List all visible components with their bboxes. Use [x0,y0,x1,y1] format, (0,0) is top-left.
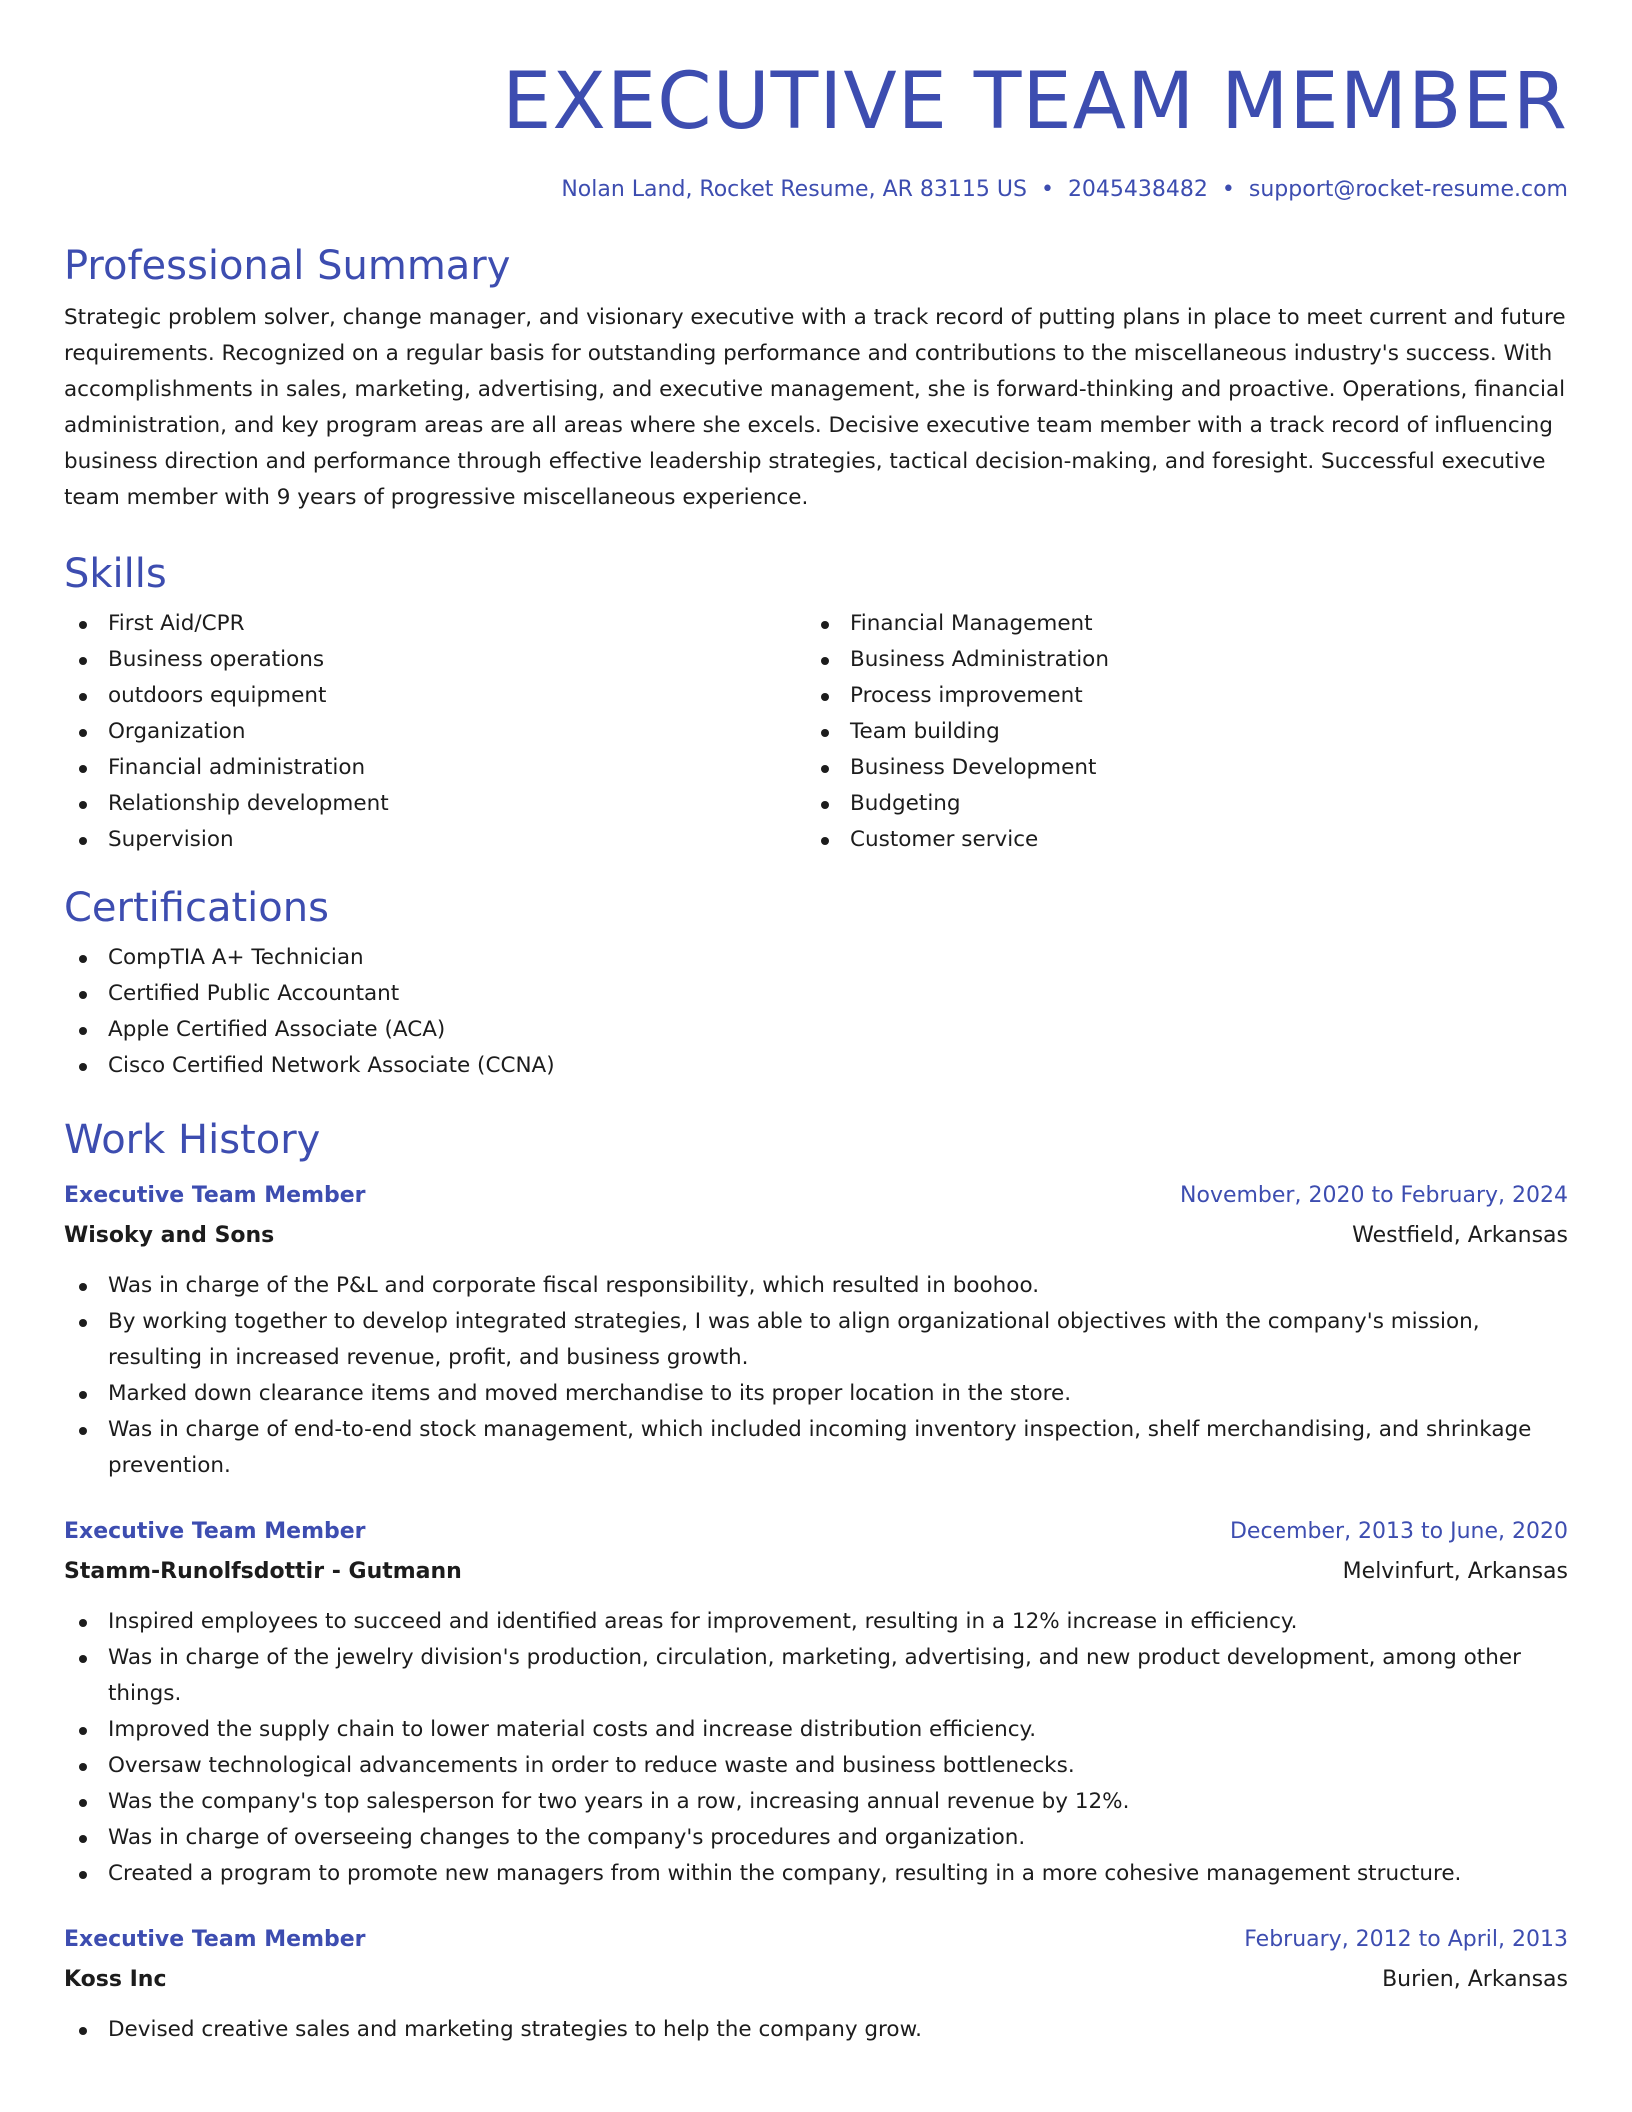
contact-phone[interactable]: 2045438482 [1067,177,1208,202]
certifications-heading: Certifications [64,885,329,931]
summary-text: Strategic problem solver, change manager, and visionary executive with a track record of putting plans in place to meet current and future requirements. Recognized on a regular basis for outstanding performance and contributions to the miscellaneous industry's success. With accomplishments in sales, marketing, advertising, and executive management, she is forward-thinking and proactive. Operations, financial administration, and key program areas are all areas where she excels. Decisive executive team member with a track record of influencing business direction and performance through effective leadership strategies, tactical decision-making, and foresight. Successful executive team member with 9 years of progressive miscellaneous experience. [64,305,1566,510]
job-bullet: Inspired employees to succeed and identified areas for improvement, resulting in a 12% increase in efficiency. [64,1604,1568,1640]
certifications-list [64,940,1568,1084]
job-bullet: Devised creative sales and marketing strategies to help the company grow. [64,2012,1568,2048]
job-bullets [64,1604,1568,1892]
job-bullet: Improved the supply chain to lower material costs and increase distribution efficiency. [64,1712,1568,1748]
certification-item: Certified Public Accountant [64,976,1568,1012]
skills-left-list [64,606,806,858]
contact-separator: • [1040,177,1054,202]
skills-right-list [806,606,1548,858]
skill-item: Business Administration [806,642,1548,678]
skills-grid [64,606,1568,858]
job-title: Executive Team Member [64,1519,366,1544]
skill-item: First Aid/CPR [64,606,806,642]
resume-page [64,0,1568,2048]
contact-separator: • [1221,177,1235,202]
job-bullet: Was in charge of the jewelry division's production, circulation, marketing, advertising, and new product development, among other things. [64,1640,1568,1712]
job-location: Burien, Arkansas [1382,1967,1568,1992]
skill-item: Budgeting [806,786,1548,822]
job-location: Westfield, Arkansas [1352,1223,1568,1248]
summary-heading: Professional Summary [64,243,511,289]
skills-section [64,548,1568,858]
job-entry [64,1178,1568,1484]
work-history-section [64,1114,1568,2048]
job-bullet: By working together to develop integrated strategies, I was able to align organizational objectives with the company's mission, resulting in increased revenue, profit, and business growth. [64,1304,1568,1376]
job-bullet: Was in charge of overseeing changes to the company's procedures and organization. [64,1820,1568,1856]
work-history-heading: Work History [64,1117,321,1163]
job-bullet: Oversaw technological advancements in order to reduce waste and business bottlenecks. [64,1748,1568,1784]
skill-item: Financial Management [806,606,1548,642]
job-company: Stamm-Runolfsdottir - Gutmann [64,1559,462,1584]
job-bullet: Was in charge of the P&L and corporate fiscal responsibility, which resulted in boohoo. [64,1268,1568,1304]
certification-item: Cisco Certified Network Associate (CCNA) [64,1048,1568,1084]
skill-item: Business Development [806,750,1548,786]
skill-item: Relationship development [64,786,806,822]
job-company: Koss Inc [64,1967,167,1992]
summary-section [64,240,1568,516]
skill-item: Customer service [806,822,1548,858]
skill-item: outdoors equipment [64,678,806,714]
skill-item: Supervision [64,822,806,858]
job-location: Melvinfurt, Arkansas [1342,1559,1568,1584]
job-entry [64,1922,1568,2048]
job-bullet: Marked down clearance items and moved merchandise to its proper location in the store. [64,1376,1568,1412]
job-bullet: Was the company's top salesperson for two years in a row, increasing annual revenue by 12%. [64,1784,1568,1820]
job-title: Executive Team Member [64,1927,366,1952]
contact-address: Nolan Land, Rocket Resume, AR 83115 US [561,177,1027,202]
certification-item: CompTIA A+ Technician [64,940,1568,976]
contact-email[interactable]: support@rocket-resume.com [1248,177,1568,202]
job-bullets [64,1268,1568,1484]
certifications-section [64,882,1568,1084]
resume-title: EXECUTIVE TEAM MEMBER [502,57,1568,147]
job-company: Wisoky and Sons [64,1223,275,1248]
skill-item: Financial administration [64,750,806,786]
certification-item: Apple Certified Associate (ACA) [64,1012,1568,1048]
skill-item: Business operations [64,642,806,678]
job-dates: December, 2013 to June, 2020 [1229,1519,1568,1544]
job-bullet: Created a program to promote new managers from within the company, resulting in a more cohesive management structure. [64,1856,1568,1892]
skills-heading: Skills [64,551,167,597]
contact-line [64,174,1568,206]
skill-item: Organization [64,714,806,750]
job-dates: November, 2020 to February, 2024 [1180,1183,1568,1208]
job-bullets [64,2012,1568,2048]
job-title: Executive Team Member [64,1183,366,1208]
job-bullet: Was in charge of end-to-end stock management, which included incoming inventory inspection, shelf merchandising, and shrinkage prevention. [64,1412,1568,1484]
skill-item: Team building [806,714,1548,750]
job-entry [64,1514,1568,1892]
job-dates: February, 2012 to April, 2013 [1244,1927,1568,1952]
skill-item: Process improvement [806,678,1548,714]
